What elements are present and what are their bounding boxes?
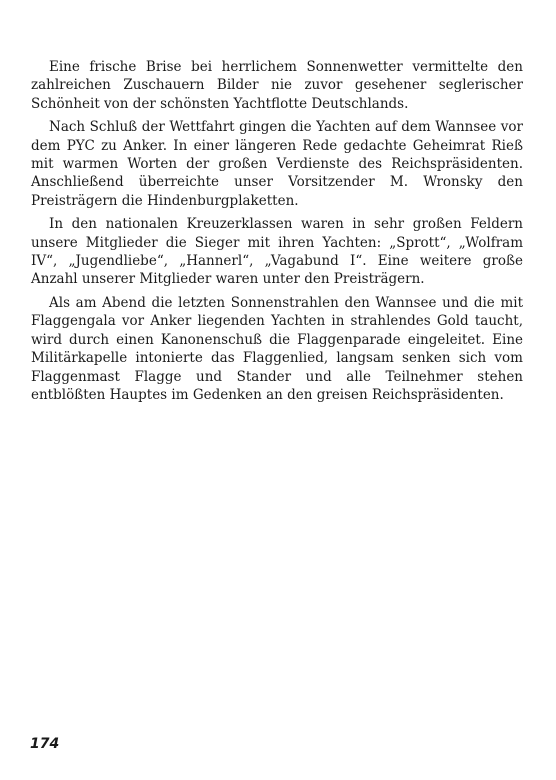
body-text <box>31 58 523 409</box>
paragraph-4: Als am Abend die letzten Sonnenstrahlen den Wannsee und die mit Flaggengala vor Anker liegenden Yachten in strahlendes Gold taucht, wird durch einen Kanonenschuß die Flaggenparade eingeleitet. Eine Militärkapelle intonierte das Flaggenlied, langsam senken sich vom Flaggenmast Flagge und Stander und alle Teilnehmer stehen entblößten Hauptes im Gedenken an den greisen Reichspräsidenten. <box>31 294 523 403</box>
paragraph-1: Eine frische Brise bei herrlichem Sonnenwetter vermittelte den zahlreichen Zuschauern Bilder nie zuvor gesehener seglerischer Schönheit von der schönsten Yachtflotte Deutschlands. <box>31 59 523 112</box>
paragraph-2: Nach Schluß der Wettfahrt gingen die Yachten auf dem Wannsee vor dem PYC zu Anker. In einer längeren Rede gedachte Geheimrat Rieß mit warmen Worten der großen Verdienste des Reichspräsidenten. Anschließend überreichte unser Vorsitzender M. Wronsky den Preisträgern die Hindenburgplaketten. <box>31 119 523 209</box>
page-number: 174 <box>30 736 60 752</box>
paragraph-3: In den nationalen Kreuzerklassen waren in sehr großen Feldern unsere Mitglieder die Sieger mit ihren Yachten: „Sprott“, „Wolfram IV“, „Jugendliebe“, „Hannerl“, „Vagabund I“. Eine weitere große Anzahl unserer Mitglieder waren unter den Preisträgern. <box>31 216 523 288</box>
